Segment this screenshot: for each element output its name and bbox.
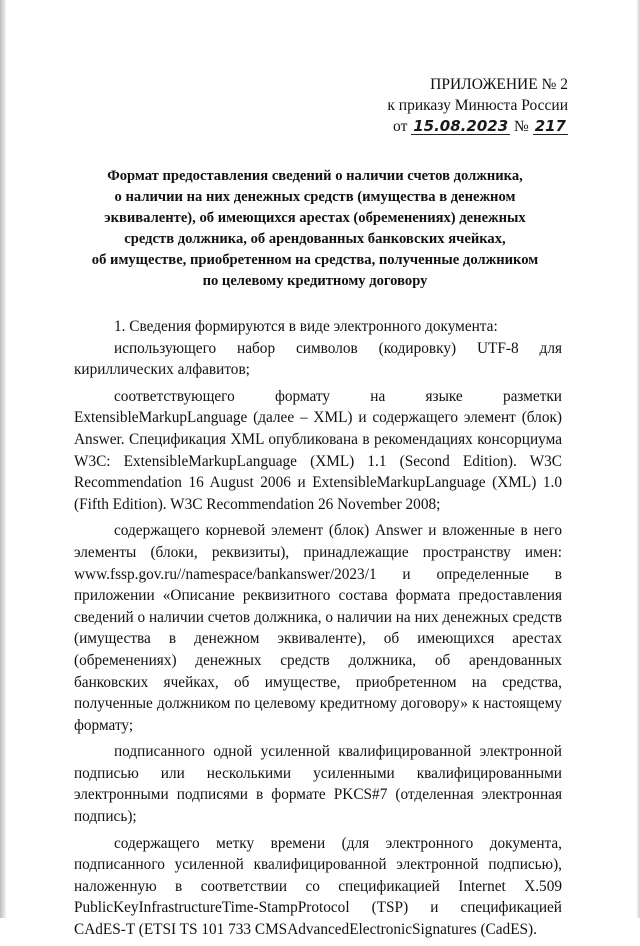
annex-order-reference: к приказу Минюста России xyxy=(387,97,568,114)
heading-line: об имуществе, приобретенном на средства, полученные должником xyxy=(91,252,539,268)
annex-date-line xyxy=(368,116,568,137)
body-paragraph: 1. Сведения формируются в виде электронного документа: xyxy=(114,318,498,335)
heading-line: по целевому кредитному договору xyxy=(202,273,428,289)
annex-title: ПРИЛОЖЕНИЕ № 2 xyxy=(430,76,568,93)
annex-from-label: от xyxy=(393,118,408,135)
heading-line: эквиваленте), об имеющихся арестах (обременениях) денежных xyxy=(104,210,526,226)
annex-block xyxy=(368,74,568,137)
annex-number-sign: № xyxy=(514,118,529,135)
heading-line: средств должника, об арендованных банковских ячейках, xyxy=(124,231,506,247)
body-paragraph: соответствующего формату на языке разметки ExtensibleMarkupLanguage (далее – XML) и содержащего элемент (блок) Answer. Спецификация XML опубликована в рекомендациях консорциума W3C: ExtensibleMarkupLanguage (XML) 1.1 (Second Edition). W3C Recommendation 16 August 2006 и ExtensibleMarkupLanguage (XML) 1.0 (Fifth Edition). W3C Recommendation 26 November 2008; xyxy=(74,387,562,513)
document-heading xyxy=(80,166,550,292)
handwritten-date: 15.08.2023 xyxy=(413,117,509,135)
handwritten-number: 217 xyxy=(534,117,566,135)
body-paragraph: подписанного одной усиленной квалифицированной электронной подписью или несколькими усиленными квалифицированными электронными подписями в формате PKCS#7 (отделенная электронная подпись); xyxy=(74,743,562,826)
body-paragraph: использующего набор символов (кодировку) UTF-8 для кириллических алфавитов; xyxy=(74,339,562,379)
document-body xyxy=(74,316,562,946)
heading-line: о наличии на них денежных средств (имущества в денежном xyxy=(114,189,516,205)
heading-line: Формат предоставления сведений о наличии счетов должника, xyxy=(107,168,523,184)
body-paragraph: содержащего метку времени (для электронного документа, подписанного усиленной квалифицированной электронной подписью), наложенную в соответствии со спецификацией Internet X.509 PublicKeyInfrastructureTime-StampProtocol (TSP) и спецификацией CAdES-T (ETSI TS 101 733 CMSAdvancedElectronicSignatures (CadES). xyxy=(74,834,562,939)
body-paragraph: содержащего корневой элемент (блок) Answer и вложенные в него элементы (блоки, реквизиты), принадлежащие пространству имен: www.fssp.gov.ru//namespace/bankanswer/2023/1 и определенные в приложении «Описание реквизитного состава формата предоставления сведений о наличии счетов должника, о наличии на них денежных средств (имущества в денежном эквиваленте), об имеющихся арестах (обременениях) денежных средств должника, об арендованных банковских ячейках, об имуществе, приобретенном на средства, полученные должником по целевому кредитному договору» к настоящему формату; xyxy=(74,522,562,734)
